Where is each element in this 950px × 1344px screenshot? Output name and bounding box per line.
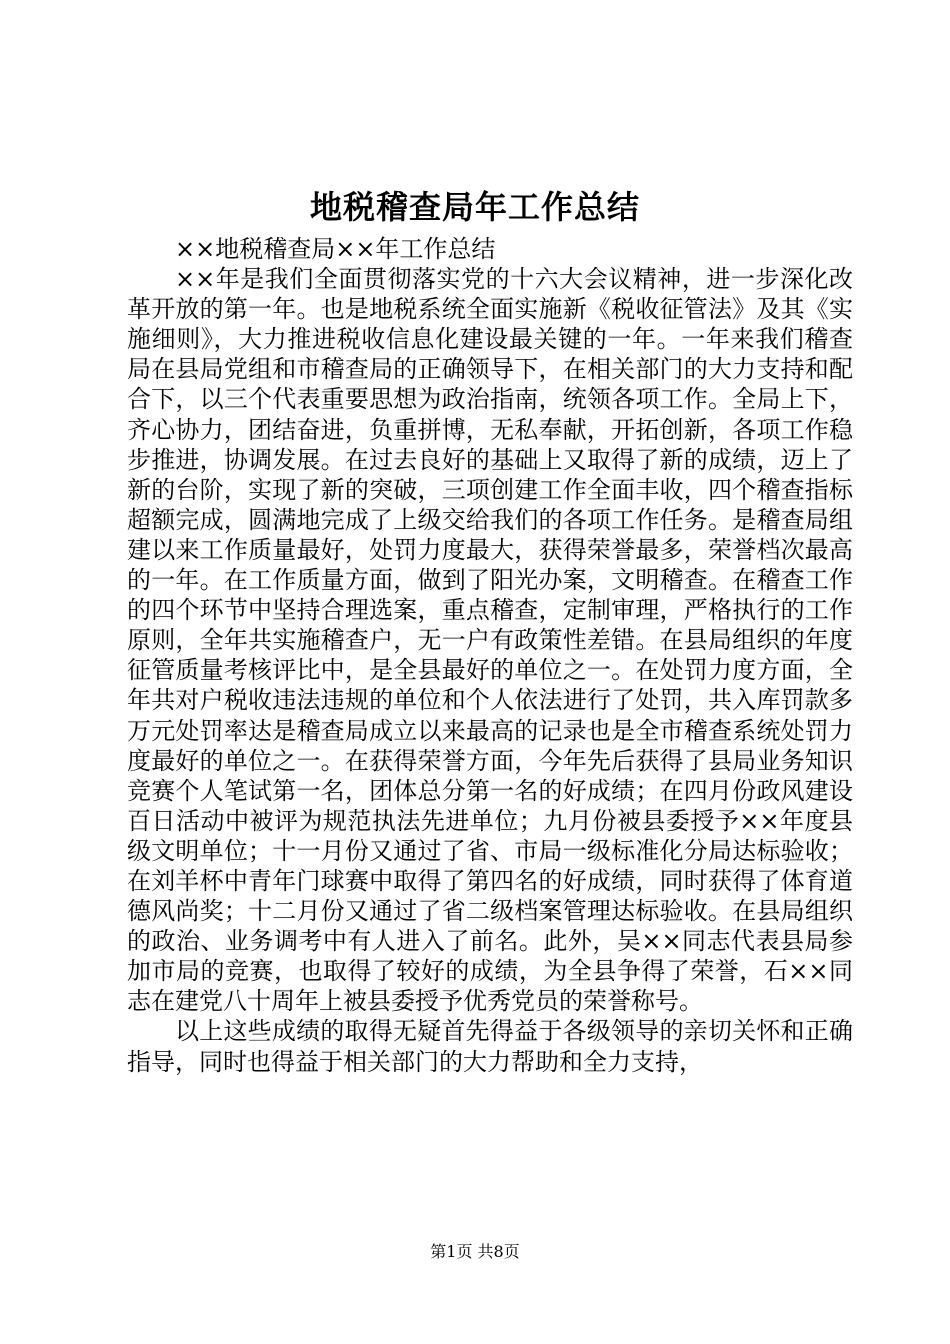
subtitle-paragraph: ××地税稽查局××年工作总结	[175, 235, 496, 263]
document-title: 地税稽查局年工作总结	[309, 188, 640, 226]
document-body	[127, 234, 853, 1077]
body-paragraph: ××年是我们全面贯彻落实党的十六大会议精神，进一步深化改革开放的第一年。也是地税系统全面实施新《税收征管法》及其《实施细则》，大力推进税收信息化建设最关键的一年。一年来我们稽查局在县局党组和市稽查局的正确领导下，在相关部门的大力支持和配合下，以三个代表重要思想为政治指南，统领各项工作。全局上下，齐心协力，团结奋进，负重拼博，无私奉献，开拓创新，各项工作稳步推进，协调发展。在过去良好的基础上又取得了新的成绩，迈上了新的台阶，实现了新的突破，三项创建工作全面丰收，四个稽查指标超额完成，圆满地完成了上级交给我们的各项工作任务。是稽查局组建以来工作质量最好，处罚力度最大，获得荣誉最多，荣誉档次最高的一年。在工作质量方面，做到了阳光办案，文明稽查。在稽查工作的四个环节中坚持合理选案，重点稽查，定制审理，严格执行的工作原则，全年共实施稽查户，无一户有政策性差错。在县局组织的年度征管质量考核评比中，是全县最好的单位之一。在处罚力度方面，全年共对户税收违法违规的单位和个人依法进行了处罚，共入库罚款多万元处罚率达是稽查局成立以来最高的记录也是全市稽查系统处罚力度最好的单位之一。在获得荣誉方面，今年先后获得了县局业务知识竞赛个人笔试第一名，团体总分第一名的好成绩；在四月份政风建设百日活动中被评为规范执法先进单位；九月份被县委授予××年度县级文明单位；十一月份又通过了省、市局一级标准化分局达标验收；在刘羊杯中青年门球赛中取得了第四名的好成绩，同时获得了体育道德风尚奖；十二月份又通过了省二级档案管理达标验收。在县局组织的政治、业务调考中有人进入了前名。此外，吴××同志代表县局参加市局的竞赛，也取得了较好的成绩，为全县争得了荣誉，石××同志在建党八十周年上被县委授予优秀党员的荣誉称号。	[127, 265, 853, 1016]
page-number-footer: 第1页 共8页	[430, 1242, 520, 1261]
body-paragraph: 以上这些成绩的取得无疑首先得益于各级领导的亲切关怀和正确指导，同时也得益于相关部门的大力帮助和全力支持，	[127, 1017, 853, 1076]
